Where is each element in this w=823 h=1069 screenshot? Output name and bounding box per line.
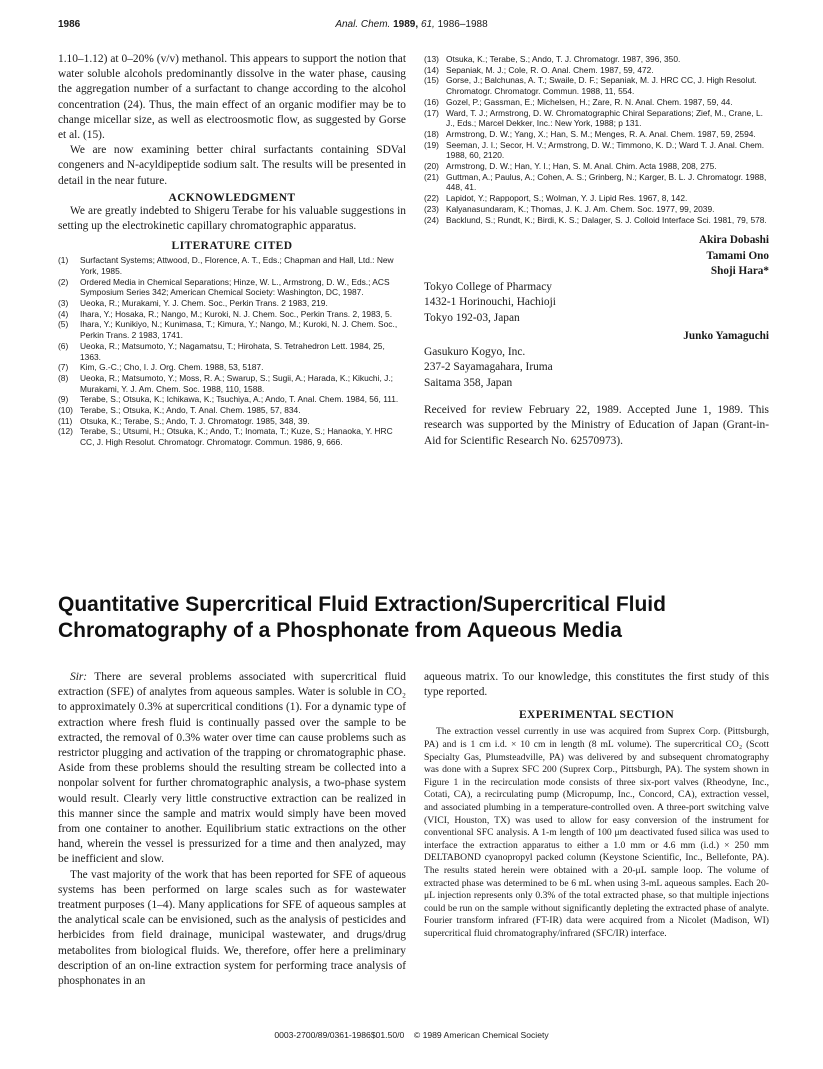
- reference-text: Surfactant Systems; Attwood, D., Florence, A. T., Eds.; Chapman and Hall, Ltd.: New York, 1985.: [80, 255, 394, 276]
- reference-list-left: [58, 255, 406, 448]
- affiliation-line: Gasukuro Kogyo, Inc.: [424, 345, 526, 358]
- affiliation-block-1: [424, 280, 769, 327]
- prev-article-left-column: [58, 52, 406, 448]
- reference-text: Terabe, S.; Otsuka, K.; Ando, T. Anal. Chem. 1985, 57, 834.: [80, 405, 301, 416]
- reference-text: Gorse, J.; Balchunas, A. T.; Swaile, D. F.; Sepaniak, M. J. HRC CC, J. High Resolut. Chromatogr. Chromatogr. Commun. 1988, 11, 554.: [446, 75, 757, 97]
- experimental-heading: EXPERIMENTAL SECTION: [518, 709, 675, 722]
- reference-text: Otsuka, K.; Terabe, S.; Ando, T. J. Chromatogr. 1987, 396, 350.: [446, 54, 681, 64]
- reference-number: (20): [424, 161, 439, 172]
- reference-text: Lapidot, Y.; Rappoport, S.; Wolman, Y. J. Lipid Res. 1967, 8, 142.: [446, 193, 688, 204]
- reference-item: [424, 172, 769, 193]
- reference-number: (4): [58, 308, 69, 319]
- reference-text: Otsuka, K.; Terabe, S.; Ando, T. J. Chromatogr. 1985, 348, 39.: [80, 415, 310, 426]
- intro-paragraph-1-text: There are several problems associated with supercritical fluid extraction (SFE) of analytes from aqueous samples. Water is soluble in CO₂ to approximately 0.3% at supercritical conditions (1). For a dynamic type of extraction where fresh fluid is continually passed over the sample to be extracted, the removal of 0.3% water over time can cause problems such as restrictor plugging and activation of the trapping or chromatographic phase. Aside from these problems should the resulting stream be collected into a nonpolar solvent for further chromatographic analysis, a two-phase system would result. Clearly very little constructive extraction can be realized in this manner since the sample and matrix would simply have been moved from one container to another. Equilibrium static extractions on the other hand, wherein the vessel is pressurized for a time and then analyzed, may be inefficient and slow.: [58, 671, 406, 866]
- received-note: Received for review February 22, 1989. Accepted June 1, 1989. This research was supported by the Ministry of Education of Japan (Grant-in-Aid for Scientific Research No. 62570973).: [424, 404, 769, 447]
- reference-item: [58, 362, 406, 373]
- reference-number: (18): [424, 128, 439, 139]
- reference-number: (14): [424, 64, 439, 75]
- reference-number: (11): [58, 415, 73, 426]
- intro-paragraph-2: The vast majority of the work that has been reported for SFE of aqueous systems has been performed on large scales such as for wastewater treatment purposes (1–4). Many applications for SFE of aqueous samples at the analytical scale can be envisioned, such as the analysis of pesticides and herbicides from field drainage, municipal wastewater, and drugs/drug metabolites from biological fluids. We, therefore, offer here a preliminary description of an on-line extraction system for performing trace analysis of phosphonates in an: [58, 868, 406, 988]
- reference-item: [424, 75, 769, 96]
- prev-paragraph-2: We are now examining better chiral surfactants containing SDVal congeners and N-acyldipeptide sodium salt. The results will be presented in detail in the near future.: [58, 144, 406, 187]
- page-footer: [0, 1030, 823, 1040]
- author-block-1: [424, 233, 769, 280]
- reference-number: (2): [58, 276, 69, 287]
- prev-article-right-column: [424, 54, 769, 449]
- reference-text: Ward, T. J.; Armstrong, D. W. Chromatographic Chiral Separations; Zief, M., Crane, L. J., Eds.; Marcel Dekker, Inc.: New York, 1988; p 131.: [446, 107, 763, 129]
- reference-item: [58, 255, 406, 276]
- reference-item: [424, 54, 769, 65]
- experimental-text: The extraction vessel currently in use was acquired from Suprex Corp. (Pittsburgh, PA) and is 1 cm i.d. × 10 cm in length (8 mL volume). The supercritical CO₂ (Scott Specialty Gas, Plumsteadville, PA) was delivered by and subsequent chromatography was done with a Suprex SFC 200 (Suprex Corp., Pittsburgh, PA). The system shown in Figure 1 in the recirculation mode consists of three six-port valves (Rheodyne, Inc., Cotati, CA), a recirculating pump (Micropump, Inc., Concord, CA), extraction vessel, and associated plumbing in a temperature-controlled oven. A three-port switching valve (VICI, Houston, TX) was used to allow for easy conversion of the instrument for conventional SFC analysis. A 1-m length of 100 μm deactivated fused silica was used to interface the extraction apparatus to either a 1.0 mm or 4.6 mm (i.d.) × 250 mm DELTABOND cyanopropyl packed column (Keystone Scientific, Inc., Bellefonte, PA). The results stated herein were obtained with a 20-μL sample loop. The volume of extracted phase was determined to be 6 mL when using 3-mL aqueous samples. Each 20-μL injection represents only 0.3% of the total extracted phase, so that multiple injections could be run on the sample without significantly depleting the extracted phase of analyte. Fourier transform infrared (FT-IR) data were acquired from a Nicolet (Madison, WI) supercritical fluid chromatography/infrared (SFC/IR) interface.: [424, 726, 769, 939]
- reference-item: [58, 309, 406, 320]
- reference-number: (24): [424, 214, 439, 225]
- article-left-column: [58, 670, 406, 989]
- reference-item: [58, 341, 406, 362]
- reference-text: Armstrong, D. W.; Yang, X.; Han, S. M.; Menges, R. A. Anal. Chem. 1987, 59, 2594.: [446, 128, 756, 139]
- reference-text: Sepaniak, M. J.; Cole, R. O. Anal. Chem. 1987, 59, 472.: [446, 64, 654, 75]
- reference-text: Ihara, Y.; Hosaka, R.; Nango, M.; Kuroki, N. J. Chem. Soc., Perkin Trans. 2, 1983, 5.: [80, 308, 393, 319]
- article-title: [58, 592, 778, 644]
- reference-item: [58, 373, 406, 394]
- article-right-column: [424, 670, 769, 941]
- reference-number: (3): [58, 298, 69, 309]
- reference-number: (8): [58, 372, 69, 383]
- affiliation-line: Saitama 358, Japan: [424, 376, 513, 389]
- reference-list-right: [424, 54, 769, 225]
- reference-item: [424, 140, 769, 161]
- reference-text: Armstrong, D. W.; Han, Y. I.; Han, S. M. Anal. Chim. Acta 1988, 208, 275.: [446, 161, 717, 172]
- reference-item: [424, 65, 769, 76]
- reference-text: Gozel, P.; Gassman, E.; Michelsen, H.; Zare, R. N. Anal. Chem. 1987, 59, 44.: [446, 96, 733, 107]
- reference-item: [424, 97, 769, 108]
- reference-number: (13): [424, 54, 439, 64]
- reference-text: Guttman, A.; Paulus, A.; Cohen, A. S.; Grinberg, N.; Karger, B. L. J. Chromatogr. 1988, 448, 41.: [446, 171, 767, 193]
- reference-text: Backlund, S.; Rundt, K.; Birdi, K. S.; Dalager, S. J. Colloid Interface Sci. 1981, 79, 578.: [446, 214, 767, 225]
- reference-item: [424, 108, 769, 129]
- reference-item: [58, 416, 406, 427]
- author-name: Akira Dobashi: [699, 234, 769, 247]
- reference-text: Seeman, J. I.; Secor, H. V.; Armstrong, D. W.; Timmono, K. D.; Ward T. J. Anal. Chem. 1988, 60, 2120.: [446, 139, 765, 161]
- author-name: Tamami Ono: [706, 249, 769, 262]
- reference-item: [58, 277, 406, 298]
- reference-item: [58, 426, 406, 447]
- intro-paragraph-1: [58, 670, 406, 868]
- journal-name: Anal. Chem.: [335, 19, 391, 30]
- reference-number: (10): [58, 405, 73, 416]
- reference-number: (16): [424, 96, 439, 107]
- reference-number: (19): [424, 139, 439, 150]
- journal-volume: 61,: [420, 19, 435, 30]
- reference-number: (6): [58, 340, 69, 351]
- reference-item: [58, 394, 406, 405]
- reference-number: (5): [58, 319, 69, 330]
- reference-number: (22): [424, 193, 439, 204]
- reference-item: [58, 319, 406, 340]
- acknowledgment-text: We are greatly indebted to Shigeru Terabe for his valuable suggestions in setting up the electrokinetic capillary chromatographic apparatus.: [58, 204, 406, 233]
- intro-paragraph-3: aqueous matrix. To our knowledge, this constitutes the first study of this type reported.: [424, 671, 769, 699]
- affiliation-line: 237-2 Sayamagahara, Iruma: [424, 361, 553, 374]
- reference-item: [424, 161, 769, 172]
- title-line-2: Chromatography of a Phosphonate from Aqueous Media: [58, 619, 622, 642]
- reference-item: [58, 405, 406, 416]
- reference-text: Ueoka, R.; Matsumoto, Y.; Moss, R. A.; Swarup, S.; Sugii, A.; Harada, K.; Kikuchi, J.; Murakami, Y. J. Am. Chem. Soc. 1988, 110, 1588.: [80, 372, 393, 394]
- reference-item: [424, 129, 769, 140]
- reference-text: Ordered Media in Chemical Separations; Hinze, W. L., Armstrong, D. W., Eds.; ACS Symposium Series 342; American Chemical Society: Washington, DC, 1987.: [80, 276, 390, 298]
- reference-number: (12): [58, 426, 73, 437]
- acknowledgment-heading: ACKNOWLEDGMENT: [168, 191, 296, 204]
- title-line-1: Quantitative Supercritical Fluid Extraction/Supercritical Fluid: [58, 593, 666, 616]
- salutation: Sir:: [70, 671, 88, 683]
- article-code: 0003-2700/89/0361-1986$01.50/0: [274, 1030, 405, 1040]
- affiliation-line: Tokyo College of Pharmacy: [424, 280, 552, 293]
- reference-text: Ueoka, R.; Murakami, Y. J. Chem. Soc., Perkin Trans. 2 1983, 219.: [80, 298, 328, 309]
- affiliation-line: Tokyo 192-03, Japan: [424, 311, 520, 324]
- author-block-2: [424, 329, 769, 345]
- reference-text: Terabe, S.; Utsumi, H.; Otsuka, K.; Ando, T.; Inomata, T.; Kuze, S.; Hanaoka, Y. HRC CC, J. High Resolut. Chromatogr. Chromatogr. Commun. 1986, 9, 666.: [80, 426, 393, 448]
- affiliation-line: 1432-1 Horinouchi, Hachioji: [424, 296, 556, 309]
- reference-text: Kim, G.-C.; Cho, I. J. Org. Chem. 1988, 53, 5187.: [80, 362, 264, 373]
- reference-text: Terabe, S.; Otsuka, K.; Ichikawa, K.; Tsuchiya, A.; Ando, T. Anal. Chem. 1984, 56, 111.: [80, 394, 399, 405]
- reference-text: Kalyanasundaram, K.; Thomas, J. K. J. Am. Chem. Soc. 1977, 99, 2039.: [446, 203, 715, 214]
- reference-item: [424, 204, 769, 215]
- reference-item: [58, 298, 406, 309]
- affiliation-block-2: [424, 345, 769, 392]
- reference-item: [424, 215, 769, 226]
- prev-paragraph-1: 1.10–1.12) at 0–20% (v/v) methanol. This appears to support the notion that water soluble alcohols predominantly dissolve in the water phase, causing the aggregation number of a surfactant to change according to the alcohol concentration (24). Thus, the main effect of an organic modifier may be to change micellar size, as well as electroosmotic flow, as suggested by Gorse et al. (15).: [58, 53, 406, 142]
- reference-number: (15): [424, 75, 439, 86]
- reference-number: (17): [424, 107, 439, 118]
- copyright-notice: © 1989 American Chemical Society: [413, 1030, 549, 1040]
- reference-number: (1): [58, 255, 69, 266]
- literature-cited-heading: LITERATURE CITED: [171, 240, 293, 253]
- journal-year: 1989,: [393, 19, 419, 30]
- author-name: Junko Yamaguchi: [683, 330, 769, 343]
- author-name: Shoji Hara*: [710, 265, 769, 278]
- reference-number: (21): [424, 171, 439, 182]
- reference-item: [424, 193, 769, 204]
- reference-number: (23): [424, 203, 439, 214]
- page-number: 1986: [58, 19, 81, 30]
- reference-number: (9): [58, 394, 69, 405]
- reference-text: Ueoka, R.; Matsumoto, Y.; Nagamatsu, T.; Hirohata, S. Tetrahedron Lett. 1984, 25, 1363.: [80, 340, 385, 362]
- reference-number: (7): [58, 362, 69, 373]
- reference-text: Ihara, Y.; Kunikiyo, N.; Kunimasa, T.; Kimura, Y.; Nango, M.; Kuroki, N. J. Chem. Soc., Perkin Trans. 2 1983, 1741.: [80, 319, 398, 341]
- running-header: [0, 19, 823, 30]
- journal-pages: 1986–1988: [437, 19, 488, 30]
